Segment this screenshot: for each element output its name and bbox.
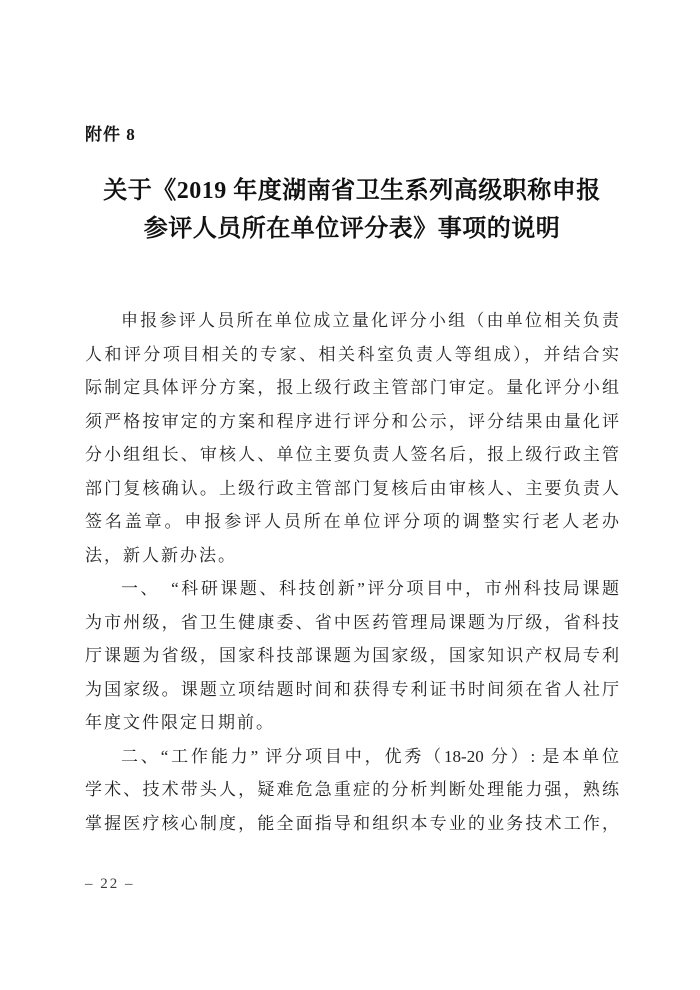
paragraph-2-line: 厅课题为省级，国家科技部课题为国家级，国家知识产权局专利 — [85, 646, 619, 665]
document-title-line-1: 关于《2019 年度湖南省卫生系列高级职称申报 — [103, 178, 601, 204]
paragraph-1-line: 须严格按审定的方案和程序进行评分和公示，评分结果由量化评 — [85, 411, 619, 431]
paragraph-1-line: 分小组组长、审核人、单位主要负责人签名后，报上级行政主管 — [85, 445, 619, 464]
paragraph-2-line: 一、 “科研课题、科技创新”评分项目中，市州科技局课题 — [121, 579, 619, 598]
paragraph-2-line: 年度文件限定日期前。 — [85, 713, 275, 732]
attachment-label: 附件 8 — [85, 125, 136, 144]
paragraph-1-line: 人和评分项目相关的专家、相关科室负责人等组成），并结合实 — [85, 344, 619, 364]
paragraph-3-line: 二、“工作能力” 评分项目中，优秀（18-20 分）: 是本单位 — [121, 746, 619, 766]
paragraph-1-line: 签名盖章。申报参评人员所在单位评分项的调整实行老人老办 — [85, 512, 619, 531]
page-number: – 22 – — [85, 876, 135, 892]
paragraph-1-line: 部门复核确认。上级行政主管部门复核后由审核人、主要负责人 — [85, 478, 619, 498]
paragraph-2-line: 为国家级。课题立项结题时间和获得专利证书时间须在省人社厅 — [85, 679, 619, 699]
document-body — [85, 304, 619, 840]
paragraph-2-line: 为市州级，省卫生健康委、省中医药管理局课题为厅级，省科技 — [85, 612, 619, 632]
paragraph-3-line: 学术、技术带头人，疑难危急重症的分析判断处理能力强，熟练 — [85, 780, 619, 799]
document-title-line-2: 参评人员所在单位评分表》事项的说明 — [143, 216, 561, 242]
paragraph-3-line: 掌握医疗核心制度，能全面指导和组织本专业的业务技术工作， — [85, 813, 619, 833]
paragraph-1-line: 际制定具体评分方案，报上级行政主管部门审定。量化评分小组 — [85, 378, 619, 397]
paragraph-1-line: 法，新人新办法。 — [85, 545, 237, 565]
document-title — [85, 172, 619, 248]
paragraph-1-line: 申报参评人员所在单位成立量化评分小组（由单位相关负责 — [121, 311, 619, 330]
